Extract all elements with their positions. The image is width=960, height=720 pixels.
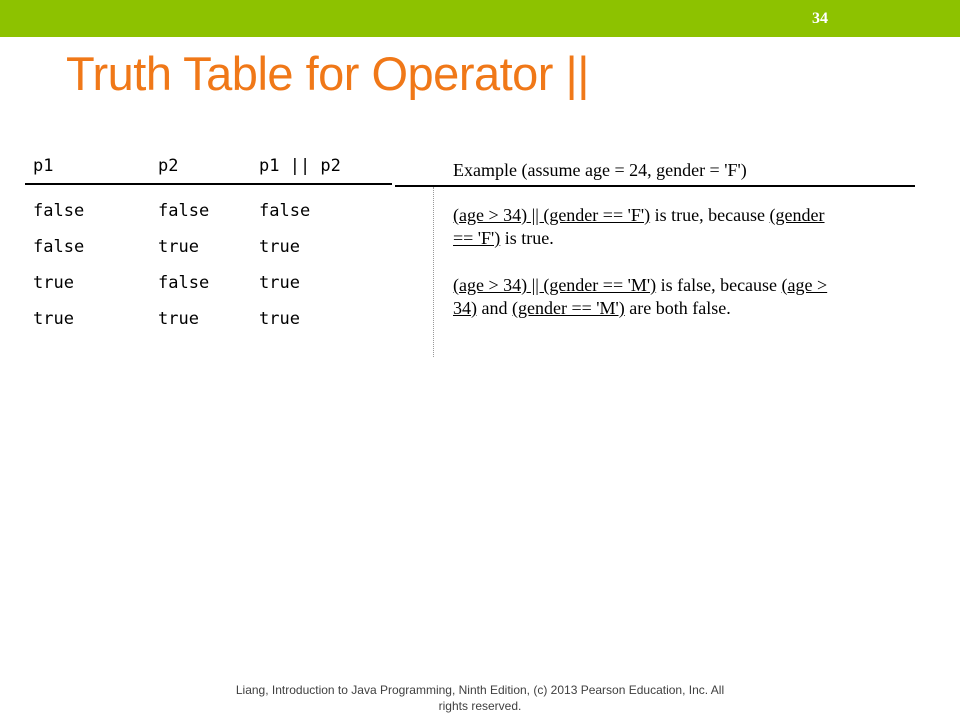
slide-title: Truth Table for Operator || (66, 47, 589, 100)
example-2-text: is false, because (656, 275, 782, 295)
table-row (25, 237, 392, 273)
table-row (25, 309, 392, 345)
example-1-text: is true, because (650, 205, 770, 225)
header-p2: p2 (158, 156, 179, 176)
example-2-conclusion: are both false. (624, 298, 731, 318)
example-1-line-1 (453, 204, 825, 226)
table-cell: false (259, 201, 311, 221)
table-row (25, 273, 392, 309)
example-body (395, 187, 915, 337)
example-box (395, 150, 915, 337)
example-1-line-2 (453, 227, 554, 249)
dotted-divider (433, 187, 434, 357)
example-2-subexpr-c: (gender == 'M') (512, 298, 625, 318)
table-cell: false (33, 201, 85, 221)
example-2-expression: (age > 34) || (gender == 'M') (453, 275, 657, 295)
example-1-subexpr-a: (gender (769, 205, 825, 225)
example-2-and: and (477, 298, 512, 318)
example-2-subexpr-b: 34) (453, 298, 477, 318)
table-cell: true (33, 273, 74, 293)
table-cell: true (259, 237, 300, 257)
example-2-line-1 (453, 274, 827, 296)
table-cell: true (259, 309, 300, 329)
truth-table-header (25, 150, 392, 185)
footer-line-1: Liang, Introduction to Java Programming, Ninth Edition, (c) 2013 Pearson Education, Inc. All (235, 683, 725, 697)
example-heading: Example (assume age = 24, gender = 'F') (453, 160, 747, 180)
example-2-line-2 (453, 297, 731, 319)
table-cell: true (158, 309, 199, 329)
truth-table (25, 150, 392, 345)
example-2-subexpr-a: (age > (781, 275, 828, 295)
example-1-subexpr-b: == 'F') (453, 228, 501, 248)
table-cell: false (158, 201, 210, 221)
header-p1: p1 (33, 156, 54, 176)
example-header (395, 150, 915, 187)
table-row (25, 201, 392, 237)
table-cell: true (33, 309, 74, 329)
footer-line-2: rights reserved. (438, 699, 522, 713)
header-p1-or-p2: p1 || p2 (259, 156, 341, 176)
page-number: 34 (812, 10, 828, 27)
table-cell: false (158, 273, 210, 293)
footer-copyright (180, 682, 780, 714)
example-1-conclusion: is true. (500, 228, 554, 248)
table-cell: true (158, 237, 199, 257)
table-cell: false (33, 237, 85, 257)
example-1-expression: (age > 34) || (gender == 'F') (453, 205, 651, 225)
table-cell: true (259, 273, 300, 293)
truth-table-body (25, 185, 392, 345)
top-accent-bar (0, 0, 960, 37)
